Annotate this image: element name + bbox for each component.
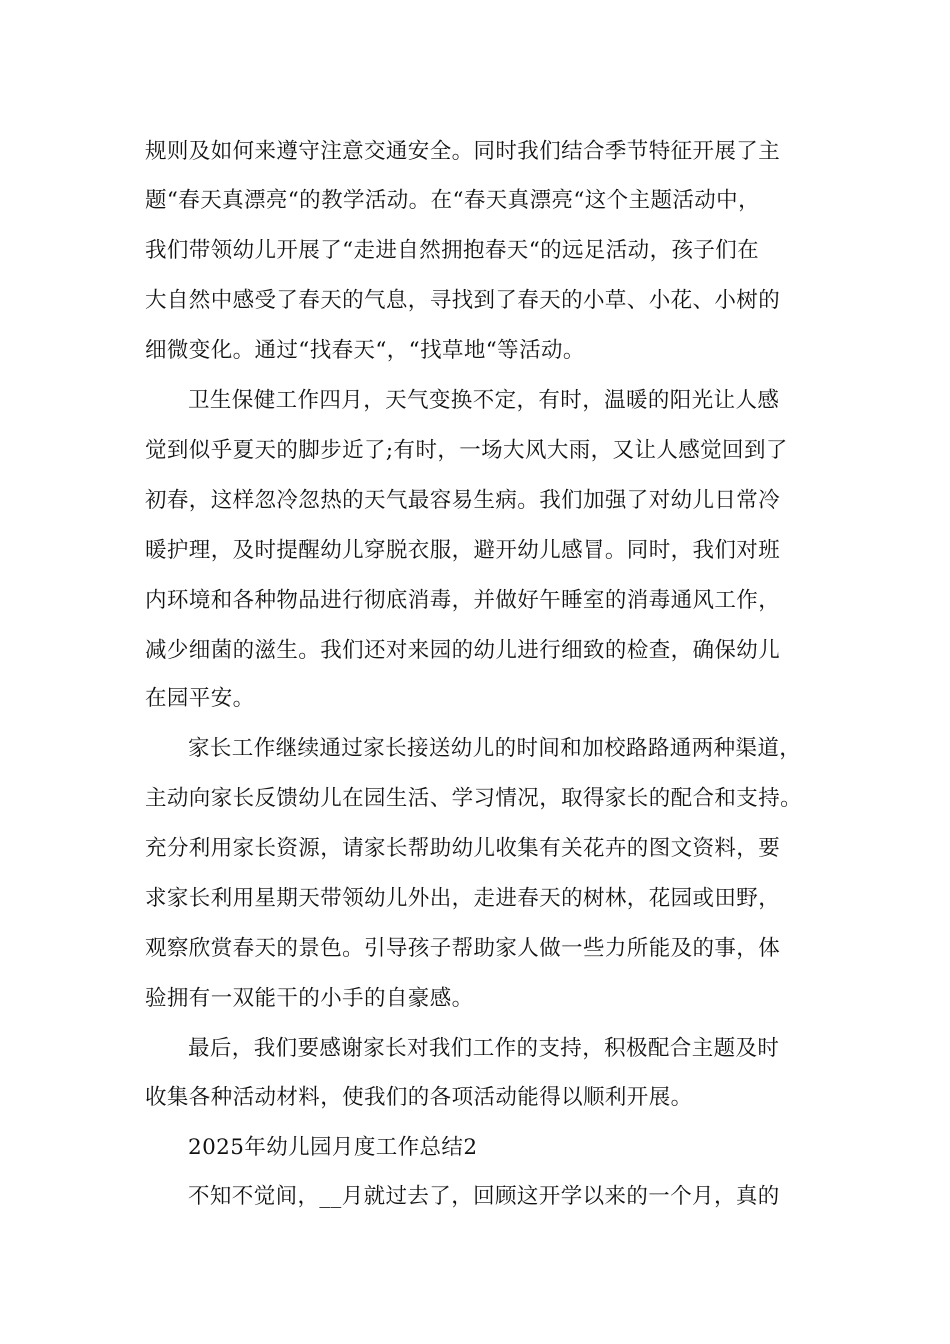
paragraph-line: 内环境和各种物品进行彻底消毒，并做好午睡室的消毒通风工作， [145,588,781,613]
paragraph-line: 暖护理，及时提醒幼儿穿脱衣服，避开幼儿感冒。同时，我们对班 [145,538,781,563]
paragraph-line: 收集各种活动材料，使我们的各项活动能得以顺利开展。 [145,1085,693,1110]
paragraph-line: 减少细菌的滋生。我们还对来园的幼儿进行细致的检查，确保幼儿 [145,638,781,663]
paragraph-line: 在园平安。 [145,686,255,711]
paragraph-line: 初春，这样忽冷忽热的天气最容易生病。我们加强了对幼儿日常冷 [145,488,781,513]
paragraph-line: 卫生保健工作四月，天气变换不定，有时，温暖的阳光让人感 [188,388,780,413]
paragraph-line: 最后，我们要感谢家长对我们工作的支持，积极配合主题及时 [188,1036,780,1061]
paragraph-line: 观察欣赏春天的景色。引导孩子帮助家人做一些力所能及的事，体 [145,936,781,961]
paragraph-line: 不知不觉间，__月就过去了，回顾这开学以来的一个月，真的 [188,1184,780,1209]
paragraph-line: 规则及如何来遵守注意交通安全。同时我们结合季节特征开展了主 [145,139,781,164]
paragraph-line: 家长工作继续通过家长接送幼儿的时间和加校路路通两种渠道， [188,736,802,761]
paragraph-line: 求家长利用星期天带领幼儿外出，走进春天的树林，花园或田野， [145,886,781,911]
paragraph-line: 大自然中感受了春天的气息，寻找到了春天的小草、小花、小树的 [145,288,781,313]
paragraph-line: 验拥有一双能干的小手的自豪感。 [145,986,474,1011]
paragraph-line: 充分利用家长资源，请家长帮助幼儿收集有关花卉的图文资料，要 [145,836,781,861]
section-heading: 2025年幼儿园月度工作总结2 [188,1135,478,1160]
paragraph-line: 我们带领幼儿开展了“走进自然拥抱春天“的远足活动，孩子们在 [145,238,760,263]
paragraph-line: 题“春天真漂亮“的教学活动。在“春天真漂亮“这个主题活动中， [145,188,760,213]
paragraph-line: 主动向家长反馈幼儿在园生活、学习情况，取得家长的配合和支持。 [145,786,803,811]
paragraph-line: 细微变化。通过“找春天“，“找草地“等活动。 [145,338,585,363]
paragraph-line: 觉到似乎夏天的脚步近了;有时，一场大风大雨，又让人感觉回到了 [145,438,788,463]
